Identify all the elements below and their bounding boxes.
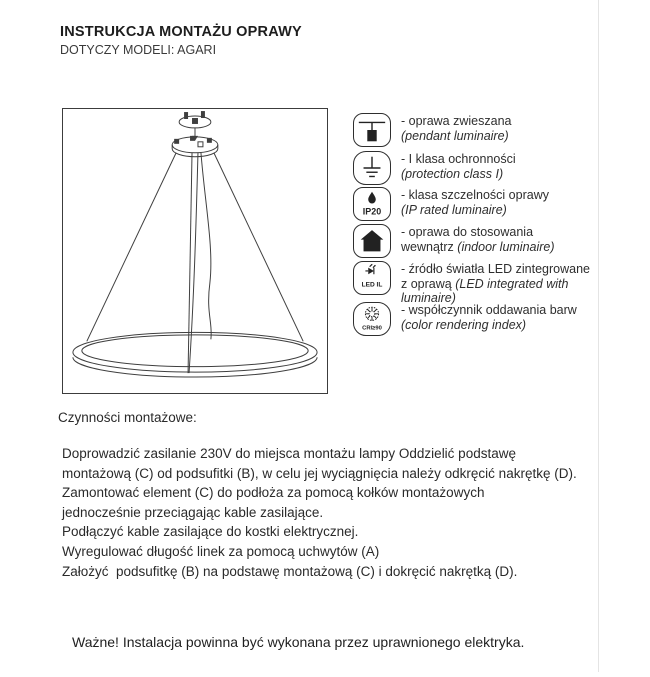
legend-item-led bbox=[353, 261, 590, 306]
legend-text-pl: - źródło światła LED zintegrowane bbox=[401, 262, 590, 276]
legend-item-protection-class bbox=[353, 151, 516, 185]
document-header bbox=[60, 24, 302, 57]
ip-rating-badge: IP20 bbox=[362, 206, 382, 217]
legend-item-pendant bbox=[353, 113, 511, 147]
instruction-line: Zamontować element (C) do podłoża za pomocą kołków montażowych bbox=[62, 485, 485, 501]
page-edge-divider bbox=[598, 0, 599, 672]
legend-text-en: (pendant luminaire) bbox=[401, 128, 509, 143]
led-icon bbox=[353, 261, 391, 295]
legend-item-cri bbox=[353, 302, 577, 336]
legend-text-en: (protection class I) bbox=[401, 166, 504, 181]
pendant-lamp-diagram bbox=[63, 109, 327, 393]
instruction-line: Wyregulować długość linek za pomocą uchwytów (A) bbox=[62, 543, 380, 559]
important-warning: Ważne! Instalacja powinna być wykonana przez uprawnionego elektryka. bbox=[72, 634, 525, 650]
model-subtitle: DOTYCZY MODELI: AGARI bbox=[60, 43, 217, 57]
instruction-line: Podłączyć kable zasilające do kostki elektrycznej. bbox=[62, 524, 359, 540]
instruction-line: montażową (C) od podsufitki (B), w celu jej wyciągnięcia należy odkręcić nakrętkę (D). bbox=[62, 465, 577, 481]
page-title: INSTRUKCJA MONTAŻU OPRAWY bbox=[60, 24, 302, 40]
instruction-line: Doprowadzić zasilanie 230V do miejsca montażu lampy Oddzielić podstawę bbox=[62, 446, 516, 461]
legend-text-pl: - I klasa ochronności bbox=[401, 152, 516, 166]
legend-text-mixed: wewnątrz (indoor luminaire) bbox=[401, 239, 555, 254]
diagram-panel bbox=[62, 108, 328, 394]
cri-badge: CRI≥90 bbox=[362, 325, 382, 332]
house-icon bbox=[353, 224, 391, 258]
legend-text-pl: - oprawa do stosowania bbox=[401, 225, 534, 239]
legend-item-indoor bbox=[353, 224, 555, 258]
pendant-icon bbox=[353, 113, 391, 147]
legend-caption bbox=[401, 261, 590, 306]
assembly-instructions bbox=[62, 444, 607, 581]
legend-caption bbox=[401, 224, 555, 254]
instruction-line: Założyć podsufitkę (B) na podstawę montażową (C) i dokręcić nakrętką (D). bbox=[62, 563, 518, 579]
legend-caption bbox=[401, 151, 516, 181]
legend-text-pl: - oprawa zwieszana bbox=[401, 114, 512, 128]
legend-item-ip-rating bbox=[353, 187, 549, 221]
ip20-icon bbox=[353, 187, 391, 221]
legend-text-pl: - współczynnik oddawania barw bbox=[401, 303, 577, 317]
instruction-line: jednocześnie przeciągając kable zasilające. bbox=[62, 504, 324, 520]
led-badge: LED IL bbox=[361, 281, 383, 289]
legend-text-en: (color rendering index) bbox=[401, 317, 527, 332]
section-heading: Czynności montażowe: bbox=[58, 410, 197, 425]
legend-caption bbox=[401, 113, 511, 143]
legend-text-mixed: z oprawą (LED integrated with bbox=[401, 276, 569, 291]
earth-icon bbox=[353, 151, 391, 185]
cri-icon bbox=[353, 302, 391, 336]
legend-caption bbox=[401, 187, 549, 217]
legend-text-pl: - klasa szczelności oprawy bbox=[401, 188, 549, 202]
legend-text-en: (IP rated luminaire) bbox=[401, 202, 507, 217]
legend-caption bbox=[401, 302, 577, 332]
legend-text-en: luminaire) bbox=[401, 291, 456, 305]
